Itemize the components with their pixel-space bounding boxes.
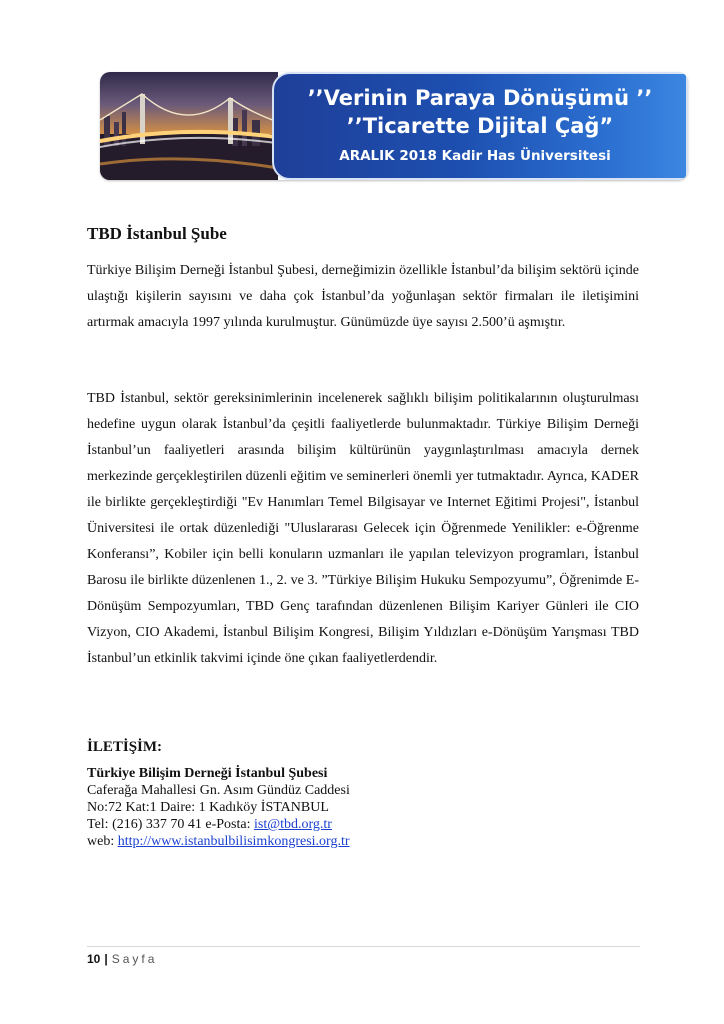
event-banner — [100, 72, 688, 180]
website-link[interactable]: http://www.istanbulbilisimkongresi.org.tr — [117, 834, 350, 849]
contact-phone-email — [87, 816, 350, 833]
footer-separator: | — [104, 952, 108, 966]
banner-title-panel — [272, 72, 688, 180]
contact-organization: Türkiye Bilişim Derneği İstanbul Şubesi — [87, 766, 328, 781]
page-number: 10 — [87, 952, 101, 966]
page-footer — [87, 952, 157, 966]
banner-title-line-2: ’’Ticarette Dijital Çağ” — [346, 114, 614, 138]
contact-address-line-2: No:72 Kat:1 Daire: 1 Kadıköy İSTANBUL — [87, 800, 329, 815]
contact-phone: Tel: (216) 337 70 41 e-Posta: — [87, 817, 254, 832]
paragraph-intro: Türkiye Bilişim Derneği İstanbul Şubesi, derneğimizin özellikle İstanbul’da bilişim sektörü içinde ulaştığı kişilerin sayısını ve daha çok İstanbul’da yoğunlaşan sektör firmaları ile iletişimini artırmak amacıyla 1997 yılında kurulmuştur. Günümüzde üye sayısı 2.500’ü aşmıştır. — [87, 263, 639, 330]
page-word: Sayfa — [111, 952, 158, 966]
email-link[interactable]: ist@tbd.org.tr — [254, 817, 332, 832]
contact-block — [87, 765, 350, 850]
web-label: web: — [87, 834, 118, 849]
banner-date-venue: ARALIK 2018 Kadir Has Üniversitesi — [339, 148, 611, 164]
bosphorus-bridge-image — [100, 72, 278, 180]
paragraph-activities: TBD İstanbul, sektör gereksinimlerinin incelenerek sağlıklı bilişim politikalarının oluşturulması hedefine uygun olarak İstanbul’da çeşitli faaliyetlerde bulunmaktadır. Türkiye Bilişim Derneği İstanbul’un faaliyetleri arasında bilişim kültürünün yaygınlaştırılması amacıyla dernek merkezinde gerçekleştirilen düzenli eğitim ve seminerleri önemli yer tutmaktadır. Ayrıca, KADER ile birlikte gerçekleştirdiği "Ev Hanımları Temel Bilgisayar ve Internet Eğitimi Projesi", İstanbul Üniversitesi ile ortak düzenlediği "Uluslararası Gelecek için Öğrenmede Yenilikler: e-Öğrenme Konferansı”, Kobiler için belli konuların uzmanları ile yapılan televizyon programları, İstanbul Barosu ile birlikte düzenlenen 1., 2. ve 3. ”Türkiye Bilişim Hukuku Sempozyumu”, Öğrenimde E-Dönüşüm Sempozyumları, TBD Genç tarafından düzenlenen Bilişim Kariyer Günleri ile CIO Vizyon, CIO Akademi, İstanbul Bilişim Kongresi, Bilişim Yıldızları e-Dönüşüm Yarışması TBD İstanbul’un etkinlik takvimi içinde öne çıkan faaliyetlerdendir. — [87, 391, 639, 666]
contact-web — [87, 833, 350, 850]
footer-divider — [87, 946, 640, 947]
contact-heading: İLETİŞİM: — [87, 739, 163, 755]
contact-address-line-1: Caferağa Mahallesi Gn. Asım Gündüz Caddesi — [87, 783, 350, 798]
section-heading: TBD İstanbul Şube — [87, 224, 227, 243]
banner-title-line-1: ’’Verinin Paraya Dönüşümü ’’ — [307, 86, 653, 110]
